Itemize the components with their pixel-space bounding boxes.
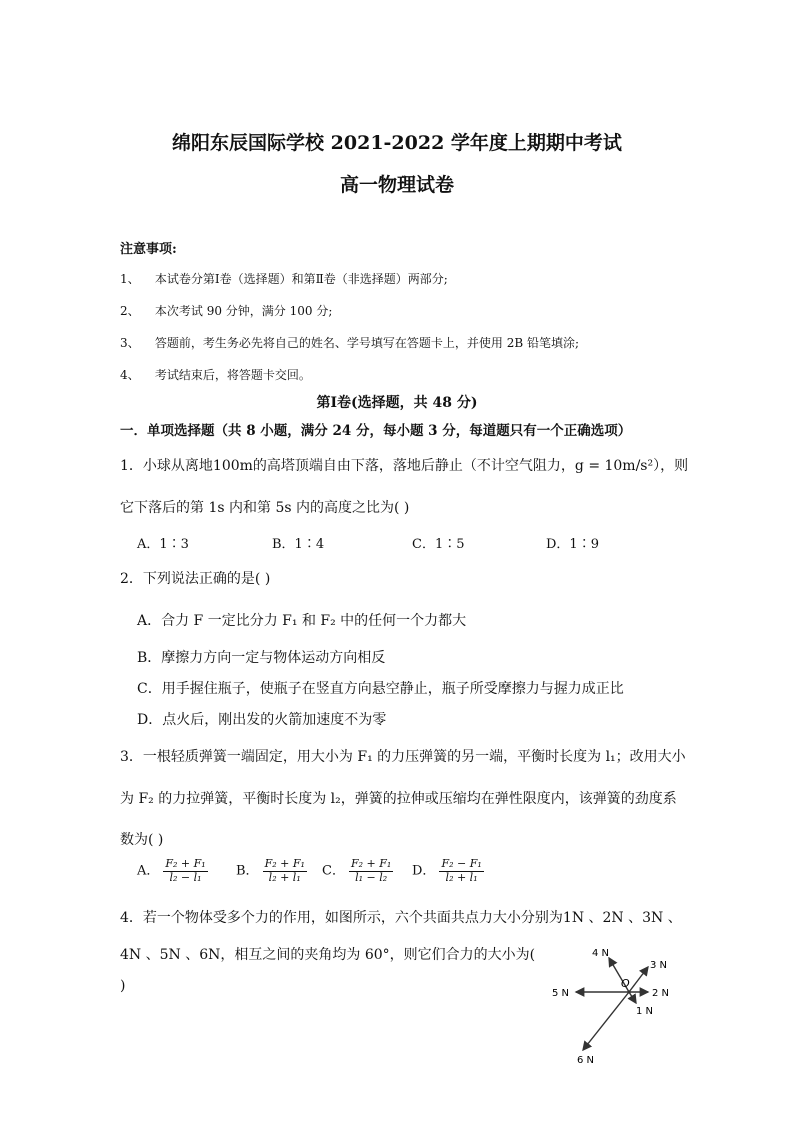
note-text: 本试卷分第Ⅰ卷（选择题）和第Ⅱ卷（非选择题）两部分;: [154, 272, 448, 286]
fraction-denominator: l₂ + l₁: [445, 870, 478, 884]
fraction-denominator: l₁ − l₂: [355, 870, 388, 884]
note-num: 3、: [120, 336, 140, 350]
force-arrow-6n: [583, 992, 629, 1050]
question-2-option-a: A．合力 F 一定比分力 F₁ 和 F₂ 中的任何一个力都大: [137, 613, 467, 629]
force-label-3n: 3 N: [650, 960, 668, 971]
force-arrow-3n: [629, 967, 648, 992]
question-3-option-a: [137, 858, 208, 884]
question-3-line-3: 数为( ): [120, 832, 164, 848]
note-text: 本次考试 90 分钟，满分 100 分;: [154, 304, 333, 318]
question-2-stem: 2．下列说法正确的是( ): [120, 571, 271, 587]
section-title: 第Ⅰ卷(选择题，共 48 分): [316, 395, 478, 411]
question-1-option-d: D．1∶9: [546, 537, 599, 552]
question-1-option-c: C．1∶5: [412, 537, 465, 552]
exam-subtitle: 高一物理试卷: [339, 174, 454, 196]
force-label-5n: 5 N: [552, 988, 570, 999]
question-3-option-c: [322, 858, 393, 884]
note-item-4: [120, 366, 311, 383]
fraction: [263, 858, 307, 884]
question-1-line-1: 1．小球从离地100m的高塔顶端自由下落，落地后静止（不计空气阻力，g = 10m/s²），则: [120, 458, 689, 474]
note-num: 1、: [120, 272, 140, 286]
question-4-line-3: ): [120, 978, 126, 994]
fraction-denominator: l₂ − l₁: [169, 870, 202, 884]
question-4-line-2: 4N 、5N 、6N，相互之间的夹角均为 60°，则它们合力的大小为(: [120, 947, 536, 963]
force-origin-point: [627, 990, 630, 993]
question-2-option-c: C．用手握住瓶子，使瓶子在竖直方向悬空静止，瓶子所受摩擦力与握力成正比: [137, 681, 624, 697]
question-2-option-d: D．点火后，刚出发的火箭加速度不为零: [137, 712, 387, 728]
fraction: [349, 858, 393, 884]
option-letter: B．: [236, 863, 259, 879]
question-1-option-a: A．1∶3: [137, 537, 189, 552]
question-3-option-d: [412, 858, 484, 884]
force-label-2n: 2 N: [652, 988, 670, 999]
section-part-heading: 一．单项选择题（共 8 小题，满分 24 分，每小题 3 分，每道题只有一个正确选项）: [120, 423, 632, 439]
note-item-3: [120, 334, 579, 351]
option-letter: C．: [322, 863, 345, 879]
note-text: 答题前，考生务必先将自己的姓名、学号填写在答题卡上，并使用 2B 铅笔填涂;: [154, 336, 580, 350]
note-item-1: [120, 270, 448, 287]
option-letter: D．: [412, 863, 436, 879]
question-1-line-2: 它下落后的第 1s 内和第 5s 内的高度之比为( ): [120, 500, 410, 516]
force-diagram: [540, 940, 690, 1070]
notes-heading: 注意事项:: [120, 242, 177, 257]
note-item-2: [120, 302, 332, 319]
question-4-line-1: 4．若一个物体受多个力的作用，如图所示，六个共面共点力大小分别为1N 、2N 、3N 、: [120, 910, 682, 926]
force-arrow-1n: [629, 992, 636, 1003]
exam-title: 绵阳东辰国际学校 2021-2022 学年度上期期中考试: [172, 132, 622, 154]
fraction: [439, 858, 483, 884]
fraction-numerator: F₂ + F₁: [264, 857, 305, 870]
question-1-option-b: B．1∶4: [272, 537, 325, 552]
note-num: 2、: [120, 304, 140, 318]
question-3-option-b: [236, 858, 307, 884]
fraction-denominator: l₂ + l₁: [268, 870, 301, 884]
origin-label: O: [621, 977, 630, 990]
option-letter: A．: [137, 863, 160, 879]
note-text: 考试结束后，将答题卡交回。: [154, 368, 311, 382]
fraction: [163, 858, 207, 884]
force-label-6n: 6 N: [577, 1055, 595, 1066]
fraction-numerator: F₂ + F₁: [350, 857, 392, 870]
question-3-line-1: 3．一根轻质弹簧一端固定，用大小为 F₁ 的力压弹簧的另一端，平衡时长度为 l₁；改用大小: [120, 749, 686, 765]
note-num: 4、: [120, 368, 140, 382]
question-3-line-2: 为 F₂ 的力拉弹簧，平衡时长度为 l₂，弹簧的拉伸或压缩均在弹性限度内，该弹簧的劲度系: [120, 791, 677, 807]
fraction-numerator: F₂ − F₁: [441, 857, 482, 870]
force-label-4n: 4 N: [592, 948, 610, 959]
fraction-numerator: F₂ + F₁: [165, 857, 206, 870]
force-label-1n: 1 N: [636, 1006, 654, 1017]
question-2-option-b: B．摩擦力方向一定与物体运动方向相反: [137, 650, 386, 666]
